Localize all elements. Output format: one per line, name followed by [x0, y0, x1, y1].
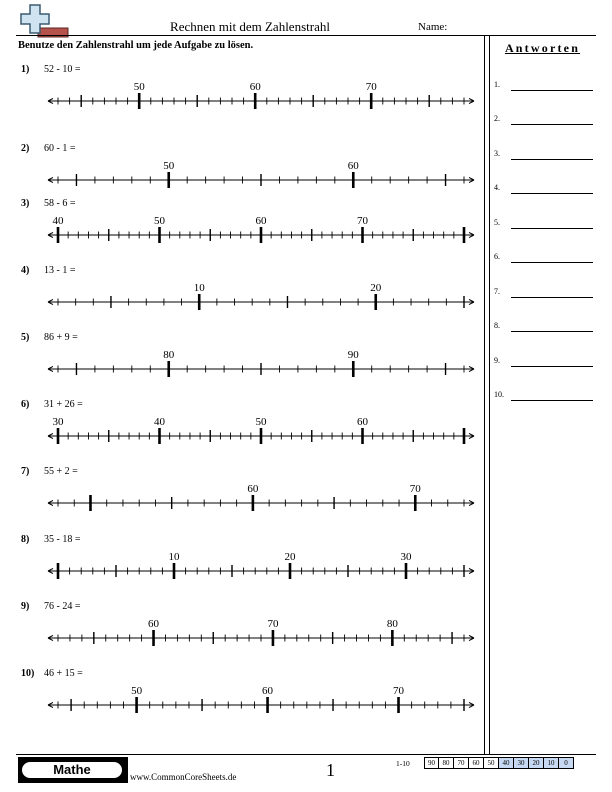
problem-expression: 35 - 18 =: [44, 534, 81, 545]
tick-label: 80: [163, 349, 175, 361]
score-cell: 0: [559, 757, 574, 769]
problem-number: 2): [21, 143, 30, 154]
answer-row: [494, 287, 594, 301]
website-text: www.CommonCoreSheets.de: [130, 772, 237, 782]
tick-label: 30: [400, 551, 412, 563]
problem-expression: 31 + 26 =: [44, 399, 83, 410]
score-cell: 20: [529, 757, 544, 769]
number-line: [0, 601, 480, 661]
answer-number: 8.: [494, 321, 500, 330]
tick-label: 50: [154, 215, 165, 227]
tick-label: 60: [262, 685, 274, 697]
problem-item: [0, 64, 480, 124]
column-divider: [489, 36, 490, 754]
header-rule: [16, 35, 596, 36]
problem-expression: 55 + 2 =: [44, 466, 78, 477]
answer-number: 3.: [494, 149, 500, 158]
answer-number: 4.: [494, 183, 500, 192]
problem-number: 8): [21, 534, 30, 545]
problem-item: [0, 332, 480, 392]
problem-number: 10): [21, 668, 35, 679]
tick-label: 20: [370, 282, 382, 294]
answer-blank[interactable]: [511, 297, 593, 298]
tick-label: 30: [52, 416, 64, 428]
answer-row: [494, 356, 594, 370]
answer-blank[interactable]: [511, 193, 593, 194]
answer-blank[interactable]: [511, 262, 593, 263]
problem-number: 5): [21, 332, 30, 343]
tick-label: 40: [154, 416, 165, 428]
problem-item: [0, 668, 480, 728]
number-line: [0, 143, 480, 203]
tick-label: 70: [365, 81, 377, 93]
answer-blank[interactable]: [511, 366, 593, 367]
answer-blank[interactable]: [511, 400, 593, 401]
tick-label: 60: [357, 416, 368, 428]
score-cell: 50: [484, 757, 499, 769]
score-table: [424, 757, 574, 769]
answer-blank[interactable]: [511, 90, 593, 91]
problem-number: 9): [21, 601, 30, 612]
problem-expression: 58 - 6 =: [44, 198, 76, 209]
problem-expression: 52 - 10 =: [44, 64, 81, 75]
tick-label: 20: [284, 551, 296, 563]
answer-row: [494, 252, 594, 266]
answer-row: [494, 114, 594, 128]
problem-number: 3): [21, 198, 30, 209]
tick-label: 90: [347, 349, 359, 361]
answer-row: [494, 390, 594, 404]
score-cell: 30: [514, 757, 529, 769]
instructions: Benutze den Zahlenstrahl um jede Aufgabe zu lösen.: [18, 40, 254, 51]
number-line: [0, 399, 480, 459]
name-label: Name:: [418, 21, 448, 33]
score-range-label: 1-10: [396, 759, 410, 768]
number-line: [0, 265, 480, 325]
number-line: [0, 534, 480, 594]
answer-row: [494, 183, 594, 197]
answer-number: 9.: [494, 356, 500, 365]
number-line: [0, 198, 480, 258]
problem-item: [0, 466, 480, 526]
problem-item: [0, 265, 480, 325]
number-line: [0, 668, 480, 728]
tick-label: 70: [393, 685, 405, 697]
score-cell: 40: [499, 757, 514, 769]
score-cell: 60: [469, 757, 484, 769]
problem-expression: 13 - 1 =: [44, 265, 76, 276]
problem-number: 6): [21, 399, 30, 410]
tick-label: 50: [133, 81, 145, 93]
problem-expression: 46 + 15 =: [44, 668, 83, 679]
number-line: [0, 64, 480, 124]
tick-label: 60: [249, 81, 261, 93]
answers-heading: Antworten: [504, 41, 581, 55]
problem-item: [0, 198, 480, 258]
problem-item: [0, 143, 480, 203]
tick-label: 70: [409, 483, 421, 495]
tick-label: 60: [255, 215, 267, 227]
footer-rule: [16, 754, 596, 755]
tick-label: 60: [148, 618, 160, 630]
subject-badge: Mathe: [20, 760, 124, 780]
answer-blank[interactable]: [511, 159, 593, 160]
score-cell: 80: [439, 757, 454, 769]
tick-label: 10: [193, 282, 205, 294]
tick-label: 10: [168, 551, 180, 563]
tick-label: 50: [255, 416, 267, 428]
answer-number: 7.: [494, 287, 500, 296]
tick-label: 50: [163, 160, 175, 172]
answer-row: [494, 149, 594, 163]
tick-label: 80: [386, 618, 398, 630]
problem-expression: 60 - 1 =: [44, 143, 76, 154]
page-title: Rechnen mit dem Zahlenstrahl: [170, 19, 330, 34]
page-number: 1: [326, 760, 335, 780]
answer-number: 10.: [494, 390, 504, 399]
score-cell: 70: [454, 757, 469, 769]
score-cell: 10: [544, 757, 559, 769]
answer-row: [494, 321, 594, 335]
number-line: [0, 332, 480, 392]
answer-number: 5.: [494, 218, 500, 227]
problem-number: 7): [21, 466, 30, 477]
problem-number: 1): [21, 64, 30, 75]
score-cell: 90: [424, 757, 439, 769]
column-divider: [484, 36, 485, 754]
problem-item: [0, 601, 480, 661]
problem-item: [0, 399, 480, 459]
tick-label: 60: [347, 160, 359, 172]
answer-blank[interactable]: [511, 228, 593, 229]
problem-expression: 86 + 9 =: [44, 332, 78, 343]
answer-number: 2.: [494, 114, 500, 123]
answer-blank[interactable]: [511, 124, 593, 125]
problem-number: 4): [21, 265, 30, 276]
tick-label: 70: [267, 618, 279, 630]
tick-label: 50: [131, 685, 143, 697]
answer-number: 1.: [494, 80, 500, 89]
tick-label: 40: [52, 215, 64, 227]
problem-expression: 76 - 24 =: [44, 601, 81, 612]
tick-label: 60: [247, 483, 259, 495]
number-line: [0, 466, 480, 526]
answer-blank[interactable]: [511, 331, 593, 332]
tick-label: 70: [357, 215, 368, 227]
answer-number: 6.: [494, 252, 500, 261]
answer-row: [494, 218, 594, 232]
answer-row: [494, 80, 594, 94]
problem-item: [0, 534, 480, 594]
